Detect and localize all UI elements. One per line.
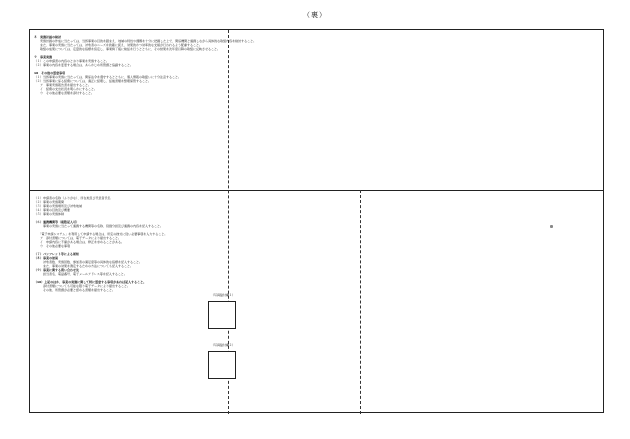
top-line: 実施計画の作成に当たっては、当該事業の目的を踏まえ、地域の特性や課題を十分に把握した上で、関係機関と連携しながら具体的な取組内容を検討すること。 <box>34 39 257 43</box>
bottom-line: （９）事業に関する問い合わせ先 <box>34 268 80 272</box>
top-line: （２）事業の内容を変更する場合は、あらかじめ所管課と協議すること。 <box>34 63 134 67</box>
bottom-line: （５）事業の実施体制 <box>34 212 65 216</box>
bottom-line: 担当者名、電話番号、電子メールアドレス等を記入すること。 <box>34 272 127 276</box>
bottom-line: （２）事業の実施期間 <box>34 200 65 204</box>
bottom-line: （10）上記のほか、事業の実施に関して特に留意する事項があれば記入すること。 <box>34 280 147 284</box>
bottom-line: 事業の実施に当たって連携する機関等の名称、役割分担及び連携の内容を記入すること。 <box>34 224 164 228</box>
bottom-line: 対象者数、実施回数、参加者の満足度等の具体的な指標を記入すること。 <box>34 260 143 264</box>
bottom-line: その他、所管課が必要と認める書類を提出すること。 <box>34 288 116 292</box>
top-line: 取組の成果については、定量的な指標を設定し、事業終了後に検証を行うとともに、その結果を次年度以降の取組に反映させること。 <box>34 47 220 51</box>
top-line: （１）この申請書の内容のとおり事業を実施すること。 <box>34 59 110 63</box>
bottom-line: （８）事業の効果 <box>34 256 59 260</box>
bottom-text-block <box>34 196 220 292</box>
bottom-line: イ 申請内容に不備がある場合は、修正を求めることがある。 <box>34 240 125 244</box>
bottom-line: （１）申請者の名称（ふりがな）、所在地及び代表者氏名 <box>34 196 111 200</box>
top-line: また、事業の実施に当たっては、対象者のニーズを的確に捉え、効果的かつ効率的な支援が行われるよう配慮すること。 <box>34 43 203 47</box>
top-line: ウ その他必要な書類を添付すること。 <box>34 91 95 95</box>
bottom-line: （７）パンフレット等による周知 <box>34 252 79 256</box>
bottom-line: また、事業の効果を測定するための方法についても記入すること。 <box>34 264 133 268</box>
top-line: （１）当該事業の実施に当たっては、関係法令を遵守するとともに、個人情報の取扱いに十分注意すること。 <box>34 75 182 79</box>
photo-box[interactable] <box>208 351 236 379</box>
photo-caption: （写真貼付欄２） <box>210 343 235 347</box>
section-divider <box>30 190 603 191</box>
form-sheet <box>29 29 604 413</box>
top-line: ８ 実施計画の検討 <box>34 35 62 39</box>
photo-caption: （写真貼付欄１） <box>210 293 235 297</box>
bottom-line: 「電子申請システム」を利用して申請する場合は、所定の様式に従い必要事項を入力すること。 <box>34 232 168 236</box>
top-line: （２）当該事業に係る経費については、適正に経理し、証拠書類を整理保管すること。 <box>34 79 151 83</box>
bottom-line: （６）連携機関等（複数記入可） <box>34 220 80 224</box>
bottom-line: 添付書類についても可能な限り電子データにより提出すること。 <box>34 284 130 288</box>
top-text-block <box>34 35 257 95</box>
bottom-line: ア 添付書類については、電子データにより提出すること。 <box>34 236 121 240</box>
bottom-line: （３）事業の実施場所及び対象地域 <box>34 204 83 208</box>
top-line: ９ 事業実施 <box>34 55 53 59</box>
photo-box[interactable] <box>208 301 236 329</box>
top-line: ア 事業実施報告書を提出すること。 <box>34 83 92 87</box>
top-line: 10 その他の留意事項 <box>34 71 66 75</box>
page-label: （裏） <box>303 11 327 19</box>
bottom-line: （４）事業の目的及び概要 <box>34 208 71 212</box>
scan-spot <box>550 225 553 228</box>
bottom-line: ウ その他必要な事項 <box>34 244 71 248</box>
middle-column-divider <box>360 190 361 414</box>
top-line: イ 経費の支出状況を明らかにすること。 <box>34 87 98 91</box>
